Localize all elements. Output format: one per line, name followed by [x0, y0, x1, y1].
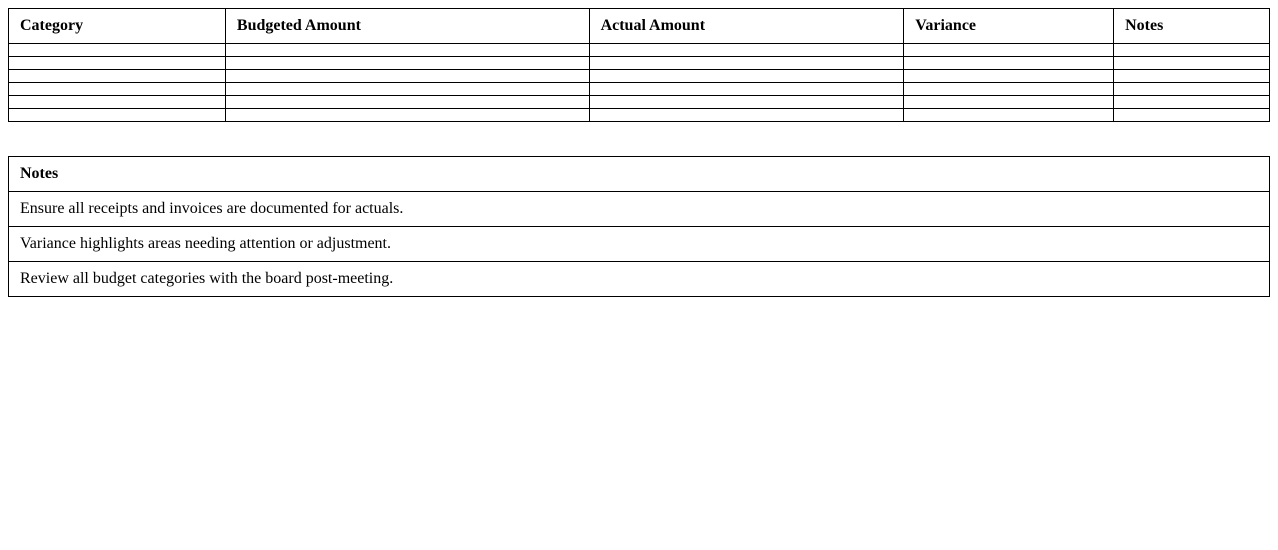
budget-table-header-row — [9, 9, 1270, 44]
empty-cell-notes — [1114, 96, 1270, 109]
empty-cell-budgeted-amount — [225, 96, 589, 109]
empty-cell-variance — [904, 44, 1114, 57]
empty-cell-variance — [904, 70, 1114, 83]
note-text: Review all budget categories with the board post-meeting. — [9, 262, 1270, 297]
empty-cell-category — [9, 44, 226, 57]
empty-cell-notes — [1114, 109, 1270, 122]
empty-cell-actual-amount — [589, 44, 904, 57]
empty-cell-budgeted-amount — [225, 70, 589, 83]
column-header-notes: Notes — [1114, 9, 1270, 44]
empty-cell-notes — [1114, 57, 1270, 70]
list-item — [9, 227, 1270, 262]
notes-table — [8, 156, 1270, 297]
table-row — [9, 109, 1270, 122]
column-header-variance: Variance — [904, 9, 1114, 44]
empty-cell-variance — [904, 109, 1114, 122]
empty-cell-actual-amount — [589, 57, 904, 70]
empty-cell-variance — [904, 57, 1114, 70]
empty-cell-category — [9, 109, 226, 122]
empty-cell-category — [9, 96, 226, 109]
empty-cell-variance — [904, 96, 1114, 109]
empty-cell-actual-amount — [589, 109, 904, 122]
empty-cell-actual-amount — [589, 70, 904, 83]
column-header-budgeted-amount: Budgeted Amount — [225, 9, 589, 44]
empty-cell-category — [9, 83, 226, 96]
note-text: Ensure all receipts and invoices are documented for actuals. — [9, 192, 1270, 227]
empty-cell-budgeted-amount — [225, 109, 589, 122]
notes-table-body — [9, 192, 1270, 297]
column-header-category: Category — [9, 9, 226, 44]
list-item — [9, 262, 1270, 297]
empty-cell-budgeted-amount — [225, 44, 589, 57]
notes-table-header-row — [9, 157, 1270, 192]
table-row — [9, 70, 1270, 83]
budget-table-body — [9, 44, 1270, 122]
list-item — [9, 192, 1270, 227]
table-row — [9, 83, 1270, 96]
empty-cell-category — [9, 57, 226, 70]
budget-table — [8, 8, 1270, 122]
empty-cell-variance — [904, 83, 1114, 96]
table-row — [9, 96, 1270, 109]
table-row — [9, 44, 1270, 57]
document-page — [8, 8, 1278, 297]
empty-cell-notes — [1114, 70, 1270, 83]
empty-cell-notes — [1114, 44, 1270, 57]
empty-cell-category — [9, 70, 226, 83]
empty-cell-budgeted-amount — [225, 57, 589, 70]
empty-cell-budgeted-amount — [225, 83, 589, 96]
notes-table-header: Notes — [9, 157, 1270, 192]
column-header-actual-amount: Actual Amount — [589, 9, 904, 44]
note-text: Variance highlights areas needing attention or adjustment. — [9, 227, 1270, 262]
empty-cell-notes — [1114, 83, 1270, 96]
empty-cell-actual-amount — [589, 83, 904, 96]
table-row — [9, 57, 1270, 70]
empty-cell-actual-amount — [589, 96, 904, 109]
